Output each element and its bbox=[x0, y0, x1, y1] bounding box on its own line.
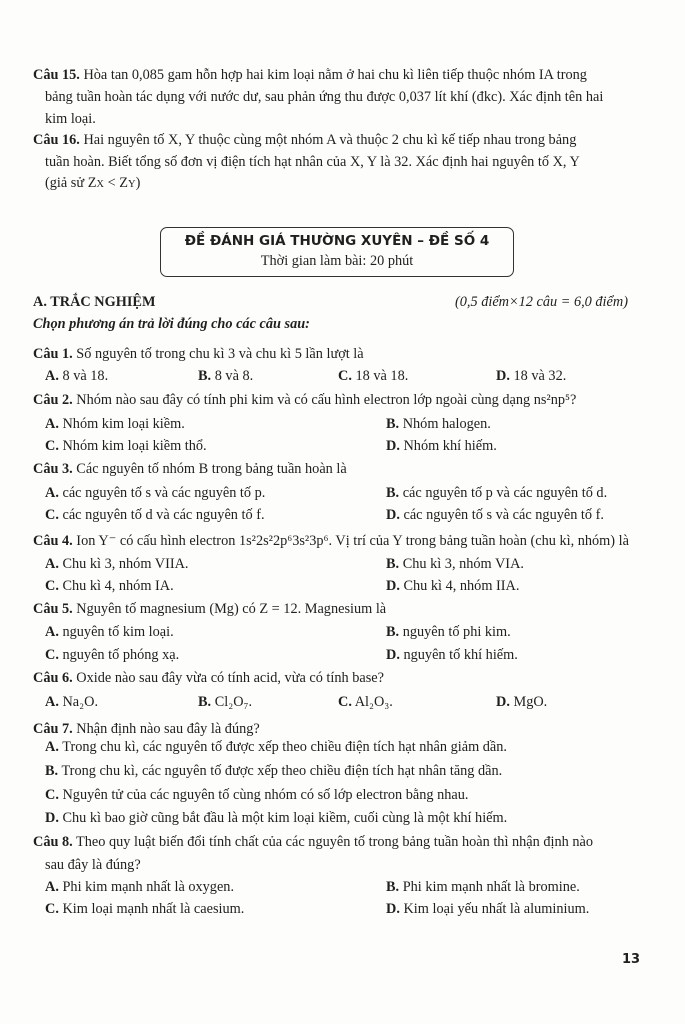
option-letter: A. bbox=[45, 368, 59, 384]
question-8 bbox=[33, 833, 593, 851]
question-7 bbox=[33, 720, 260, 738]
option bbox=[45, 646, 179, 664]
exam-title: ĐỀ ĐÁNH GIÁ THƯỜNG XUYÊN – ĐỀ SỐ 4 bbox=[184, 233, 490, 249]
option-letter: A. bbox=[45, 694, 59, 710]
option bbox=[45, 762, 502, 780]
exam-header-box bbox=[160, 227, 514, 277]
option-letter: C. bbox=[338, 368, 352, 384]
option-letter: C. bbox=[338, 694, 352, 710]
option-letter: B. bbox=[45, 763, 59, 779]
text: (giả sử Z bbox=[45, 175, 97, 191]
option bbox=[386, 506, 604, 524]
question-line: bảng tuần hoàn tác dụng với nước dư, sau phản ứng thu được 0,037 lít khí (đkc). Xác định tên hai bbox=[45, 89, 604, 105]
option-text: 18 và 18. bbox=[355, 368, 409, 384]
option-text: Chu kì 4, nhóm IIA. bbox=[403, 578, 520, 594]
question-text: Ion Y⁻ có cấu hình electron 1s²2s²2p⁶3s²3p⁶. Vị trí của Y trong bảng tuần hoàn (chu kì, nhóm) là bbox=[72, 533, 629, 549]
option-text: Nhóm khí hiếm. bbox=[403, 438, 497, 454]
option bbox=[386, 623, 511, 641]
option-text: Chu kì 3, nhóm VIA. bbox=[402, 556, 524, 572]
option bbox=[45, 367, 108, 385]
option bbox=[386, 577, 519, 595]
option-text: Kim loại mạnh nhất là caesium. bbox=[62, 901, 245, 917]
option-text: Nhóm kim loại kiềm. bbox=[62, 416, 185, 432]
option-text: MgO. bbox=[513, 694, 548, 710]
option bbox=[386, 646, 518, 664]
option-text: các nguyên tố s và các nguyên tố p. bbox=[62, 485, 266, 501]
option-text: Nhóm halogen. bbox=[402, 416, 491, 432]
option-text: các nguyên tố s và các nguyên tố f. bbox=[403, 507, 604, 523]
option-letter: D. bbox=[386, 901, 400, 917]
question-label: Câu 16. bbox=[33, 132, 80, 148]
option bbox=[45, 555, 189, 573]
option bbox=[338, 693, 393, 711]
option-text: Nhóm kim loại kiềm thổ. bbox=[62, 438, 207, 454]
option-text: Chu kì 4, nhóm IA. bbox=[62, 578, 174, 594]
option bbox=[45, 900, 244, 918]
option-letter: B. bbox=[198, 694, 212, 710]
option-letter: D. bbox=[496, 368, 510, 384]
question-text: Nhận định nào sau đây là đúng? bbox=[72, 721, 260, 737]
question-text: Theo quy luật biến đổi tính chất của các nguyên tố trong bảng tuần hoàn thì nhận định nào bbox=[72, 834, 593, 850]
exam-time: Thời gian làm bài: 20 phút bbox=[260, 253, 414, 269]
question-label: Câu 3. bbox=[33, 461, 73, 477]
question-text: Hai nguyên tố X, Y thuộc cùng một nhóm A và thuộc 2 chu kì kế tiếp nhau trong bảng bbox=[79, 132, 577, 148]
question-label: Câu 15. bbox=[33, 67, 80, 83]
option-letter: D. bbox=[45, 810, 59, 826]
question-line bbox=[33, 66, 587, 84]
option-text: Trong chu kì, các nguyên tố được xếp theo chiều điện tích hạt nhân giảm dần. bbox=[62, 739, 508, 755]
text: ) bbox=[135, 175, 141, 191]
question-label: Câu 2. bbox=[33, 392, 73, 408]
option-letter: C. bbox=[45, 578, 59, 594]
option bbox=[45, 437, 207, 455]
option-letter: B. bbox=[198, 368, 212, 384]
option bbox=[45, 577, 174, 595]
question-text: Nhóm nào sau đây có tính phi kim và có cấu hình electron lớp ngoài cùng dạng ns²np⁵? bbox=[72, 392, 577, 408]
option-text: nguyên tố phi kim. bbox=[402, 624, 511, 640]
question-label: Câu 6. bbox=[33, 670, 73, 686]
option bbox=[45, 693, 98, 711]
option-letter: C. bbox=[45, 787, 59, 803]
option-letter: A. bbox=[45, 624, 59, 640]
option bbox=[45, 623, 174, 641]
option-text: Cl₂O₇. bbox=[214, 694, 253, 710]
option-letter: D. bbox=[496, 694, 510, 710]
option-text: Phi kim mạnh nhất là oxygen. bbox=[62, 879, 235, 895]
page-number: 13 bbox=[622, 952, 641, 967]
section-points: (0,5 điểm×12 câu = 6,0 điểm) bbox=[455, 294, 628, 310]
option-letter: D. bbox=[386, 647, 400, 663]
option bbox=[386, 555, 524, 573]
option-text: Phi kim mạnh nhất là bromine. bbox=[402, 879, 580, 895]
question-label: Câu 5. bbox=[33, 601, 73, 617]
option-text: Kim loại yếu nhất là aluminium. bbox=[403, 901, 590, 917]
option bbox=[45, 809, 507, 827]
option bbox=[386, 437, 497, 455]
option bbox=[386, 415, 491, 433]
option-text: nguyên tố phóng xạ. bbox=[62, 647, 180, 663]
option-text: nguyên tố khí hiếm. bbox=[403, 647, 518, 663]
option-letter: A. bbox=[45, 416, 59, 432]
question-line: kim loại. bbox=[45, 111, 96, 127]
option-letter: C. bbox=[45, 647, 59, 663]
option-text: 8 và 8. bbox=[214, 368, 254, 384]
option bbox=[45, 878, 234, 896]
question-text: Số nguyên tố trong chu kì 3 và chu kì 5 lần lượt là bbox=[72, 346, 364, 362]
option-letter: D. bbox=[386, 438, 400, 454]
question-label: Câu 1. bbox=[33, 346, 73, 362]
option-text: Nguyên tử của các nguyên tố cùng nhóm có số lớp electron bằng nhau. bbox=[62, 787, 469, 803]
section-title: A. TRẮC NGHIỆM bbox=[33, 294, 156, 310]
question-3 bbox=[33, 460, 347, 478]
text: < Z bbox=[104, 175, 128, 191]
question-4 bbox=[33, 532, 629, 550]
question-text: Nguyên tố magnesium (Mg) có Z = 12. Magnesium là bbox=[72, 601, 387, 617]
question-2 bbox=[33, 391, 576, 409]
question-line: tuần hoàn. Biết tổng số đơn vị điện tích hạt nhân của X, Y là 32. Xác định hai nguyên tố X, Y bbox=[45, 154, 580, 170]
subscript: X bbox=[96, 179, 105, 190]
option-text: Na₂O. bbox=[62, 694, 99, 710]
question-line bbox=[45, 174, 140, 194]
option-text: các nguyên tố d và các nguyên tố f. bbox=[62, 507, 265, 523]
option bbox=[45, 484, 265, 502]
option-letter: A. bbox=[45, 739, 59, 755]
question-line bbox=[33, 131, 576, 149]
option bbox=[496, 693, 547, 711]
option-letter: B. bbox=[386, 624, 400, 640]
option-letter: D. bbox=[386, 507, 400, 523]
option bbox=[198, 367, 253, 385]
option-letter: B. bbox=[386, 416, 400, 432]
question-text: Oxide nào sau đây vừa có tính acid, vừa có tính base? bbox=[72, 670, 384, 686]
question-label: Câu 7. bbox=[33, 721, 73, 737]
option-text: 8 và 18. bbox=[62, 368, 109, 384]
option bbox=[45, 738, 507, 756]
option-text: Al₂O₃. bbox=[354, 694, 393, 710]
subscript: Y bbox=[127, 179, 136, 190]
option bbox=[45, 786, 468, 804]
option-text: nguyên tố kim loại. bbox=[62, 624, 174, 640]
option-letter: D. bbox=[386, 578, 400, 594]
question-text: Các nguyên tố nhóm B trong bảng tuần hoàn là bbox=[72, 461, 347, 477]
option-text: Chu kì 3, nhóm VIIA. bbox=[62, 556, 189, 572]
option-letter: A. bbox=[45, 485, 59, 501]
option bbox=[386, 878, 580, 896]
option-letter: B. bbox=[386, 485, 400, 501]
option bbox=[386, 900, 589, 918]
option-text: Trong chu kì, các nguyên tố được xếp theo chiều điện tích hạt nhân tăng dần. bbox=[61, 763, 503, 779]
option-letter: C. bbox=[45, 901, 59, 917]
question-label: Câu 4. bbox=[33, 533, 73, 549]
option bbox=[198, 693, 252, 711]
option bbox=[338, 367, 408, 385]
section-instruction: Chọn phương án trả lời đúng cho các câu sau: bbox=[33, 316, 310, 332]
option-letter: B. bbox=[386, 556, 400, 572]
option-letter: A. bbox=[45, 556, 59, 572]
question-1 bbox=[33, 345, 364, 363]
question-label: Câu 8. bbox=[33, 834, 73, 850]
option-letter: B. bbox=[386, 879, 400, 895]
question-5 bbox=[33, 600, 386, 618]
question-6 bbox=[33, 669, 384, 687]
option bbox=[386, 484, 607, 502]
option-text: 18 và 32. bbox=[513, 368, 567, 384]
option-letter: C. bbox=[45, 507, 59, 523]
option-text: Chu kì bao giờ cũng bắt đầu là một kim loại kiềm, cuối cùng là một khí hiếm. bbox=[62, 810, 508, 826]
option bbox=[45, 415, 185, 433]
option-letter: C. bbox=[45, 438, 59, 454]
option bbox=[45, 506, 265, 524]
option-text: các nguyên tố p và các nguyên tố d. bbox=[402, 485, 608, 501]
option bbox=[496, 367, 566, 385]
option-letter: A. bbox=[45, 879, 59, 895]
question-text: Hòa tan 0,085 gam hỗn hợp hai kim loại nằm ở hai chu kì liên tiếp thuộc nhóm IA trong bbox=[79, 67, 587, 83]
question-line: sau đây là đúng? bbox=[45, 857, 141, 873]
